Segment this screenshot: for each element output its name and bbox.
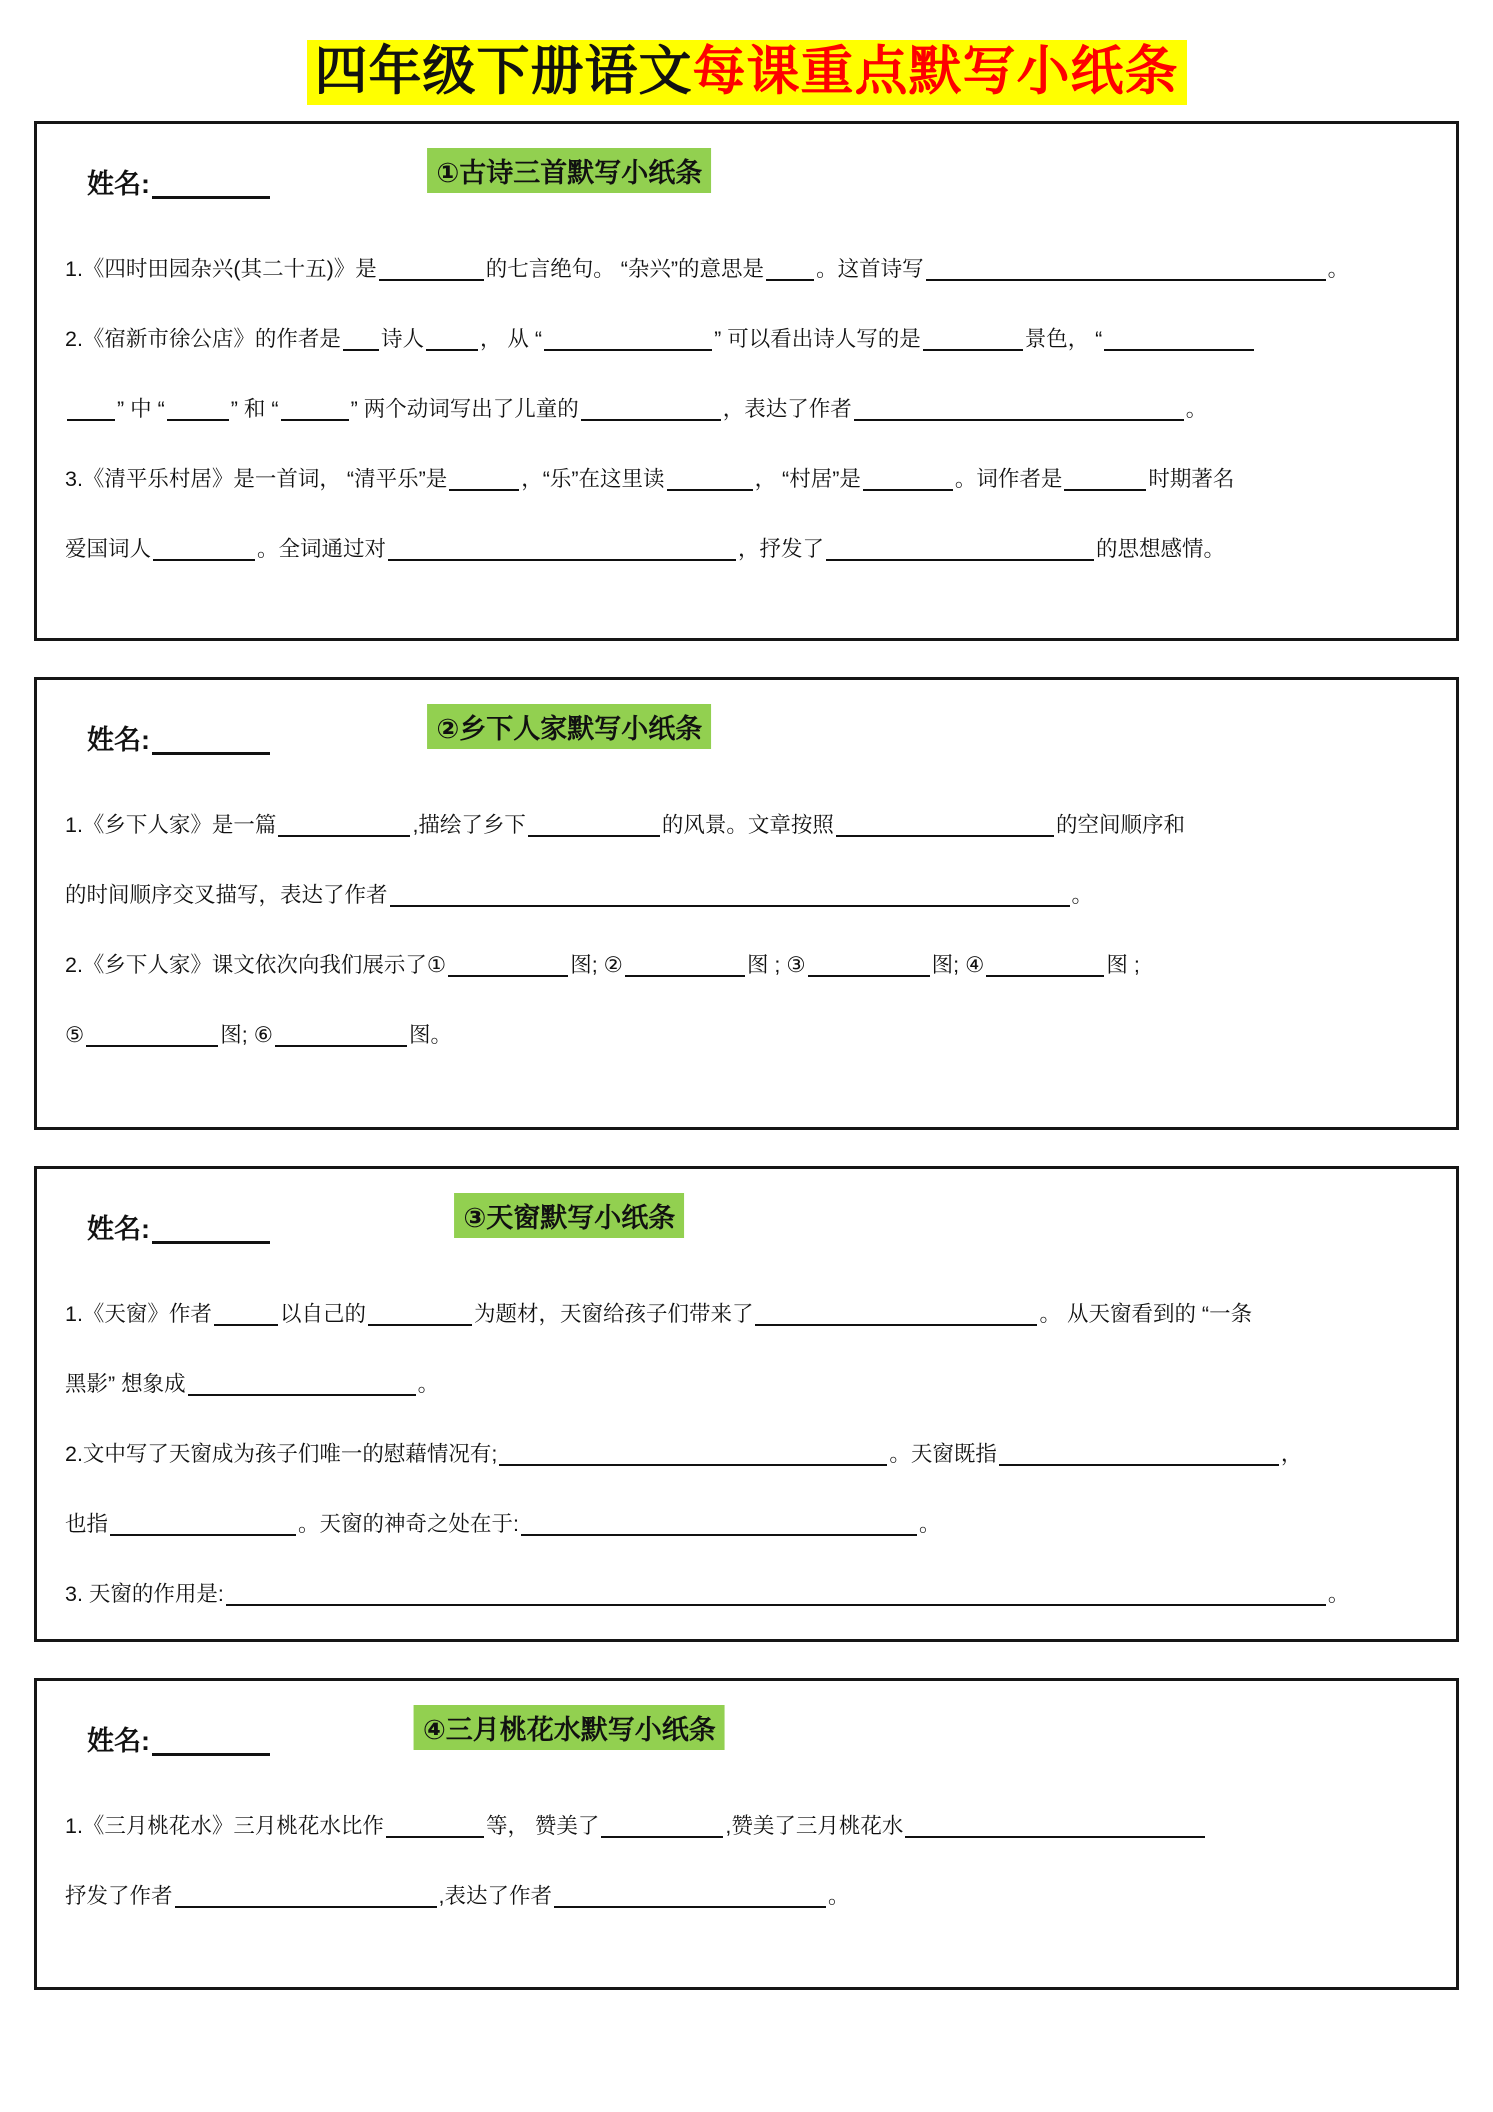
fill-in-blank: [281, 397, 349, 421]
page-header: [0, 0, 1493, 105]
question-text: 1.《乡下人家》是一篇: [65, 812, 277, 837]
fill-in-blank: [854, 397, 1184, 421]
question-text: 也指: [65, 1511, 109, 1536]
questions: [65, 1811, 1428, 1911]
question-text: ，表达了作者: [722, 396, 852, 421]
question-text: 1.《四时田园杂兴(其二十五)》是: [65, 256, 377, 281]
question-text: 。: [828, 1883, 850, 1908]
name-label: 姓名:: [87, 1725, 150, 1756]
question-text: 1.《三月桃花水》三月桃花水比作: [65, 1813, 384, 1838]
fill-in-blank: [153, 537, 255, 561]
worksheet-section: [34, 1678, 1459, 1990]
fill-in-blank: [426, 327, 478, 351]
question-text: ，“乐”在这里读: [521, 466, 665, 491]
name-blank-line: [152, 169, 270, 199]
section-title: ②乡下人家默写小纸条: [427, 704, 711, 749]
question-line: [65, 534, 1428, 564]
question-text: 黑影” 想象成: [65, 1371, 186, 1396]
fill-in-blank: [226, 1582, 1326, 1606]
fill-in-blank: [386, 1814, 484, 1838]
name-label: 姓名:: [87, 724, 150, 755]
question-text: 以自己的: [279, 1301, 366, 1326]
fill-in-blank: [86, 1023, 218, 1047]
question-text: 的思想感情。: [1096, 536, 1226, 561]
question-text: 3. 天窗的作用是:: [65, 1581, 224, 1606]
question-text: 诗人: [380, 326, 424, 351]
question-line: [65, 394, 1428, 424]
fill-in-blank: [986, 953, 1104, 977]
fill-in-blank: [601, 1814, 723, 1838]
section-header: [65, 1191, 1428, 1259]
question-line: [65, 1579, 1428, 1609]
question-text: 。: [1327, 1581, 1350, 1606]
fill-in-blank: [499, 1442, 887, 1466]
name-label: 姓名:: [87, 1213, 150, 1244]
question-text: ⑤: [65, 1022, 85, 1047]
fill-in-blank: [449, 467, 519, 491]
question-text: 2.文中写了天窗成为孩子们唯一的慰藉情况有;: [65, 1441, 498, 1466]
question-text: 图 ; ③: [746, 952, 806, 977]
question-text: ” 两个动词写出了儿童的: [350, 396, 579, 421]
fill-in-blank: [667, 467, 753, 491]
question-text: 。: [1327, 256, 1350, 281]
fill-in-blank: [999, 1442, 1279, 1466]
section-title: ④三月桃花水默写小纸条: [414, 1705, 725, 1750]
name-field: [87, 1207, 270, 1246]
fill-in-blank: [448, 953, 568, 977]
question-text: ” 可以看出诗人写的是: [714, 326, 921, 351]
question-text: ， 从 “: [479, 326, 543, 351]
question-text: 2.《乡下人家》课文依次向我们展示了①: [65, 952, 447, 977]
question-text: 图; ⑥: [220, 1022, 274, 1047]
question-line: [65, 1509, 1428, 1539]
fill-in-blank: [766, 257, 814, 281]
worksheet-section: [34, 1166, 1459, 1642]
question-line: [65, 950, 1428, 980]
fill-in-blank: [379, 257, 484, 281]
fill-in-blank: [275, 1023, 407, 1047]
name-blank-line: [152, 1214, 270, 1244]
question-text: 。: [919, 1511, 941, 1536]
question-text: 图 ;: [1106, 952, 1140, 977]
question-text: 的风景。文章按照: [661, 812, 834, 837]
section-title: ③天窗默写小纸条: [454, 1193, 684, 1238]
fill-in-blank: [343, 327, 379, 351]
question-text: 时期著名: [1148, 466, 1235, 491]
fill-in-blank: [521, 1512, 917, 1536]
question-text: 图; ②: [570, 952, 623, 977]
name-field: [87, 718, 270, 757]
question-text: 1.《天窗》作者: [65, 1301, 212, 1326]
question-line: [65, 1369, 1428, 1399]
fill-in-blank: [808, 953, 930, 977]
section-header: [65, 146, 1428, 214]
name-label: 姓名:: [87, 168, 150, 199]
question-text: 。 从天窗看到的 “一条: [1039, 1301, 1253, 1326]
worksheet-section: [34, 121, 1459, 641]
question-text: 的空间顺序和: [1055, 812, 1185, 837]
question-text: 抒发了作者: [65, 1883, 173, 1908]
section-header: [65, 1703, 1428, 1771]
question-text: ” 和 “: [230, 396, 279, 421]
fill-in-blank: [863, 467, 953, 491]
fill-in-blank: [390, 883, 1070, 907]
fill-in-blank: [625, 953, 745, 977]
fill-in-blank: [388, 537, 736, 561]
fill-in-blank: [544, 327, 712, 351]
fill-in-blank: [905, 1814, 1205, 1838]
worksheet-sections: [34, 121, 1459, 1990]
name-blank-line: [152, 725, 270, 755]
question-text: 的时间顺序交叉描写，表达了作者: [65, 882, 388, 907]
questions: [65, 1299, 1428, 1609]
question-text: 。: [417, 1371, 440, 1396]
fill-in-blank: [826, 537, 1094, 561]
fill-in-blank: [926, 257, 1326, 281]
question-line: [65, 254, 1428, 284]
fill-in-blank: [368, 1302, 472, 1326]
fill-in-blank: [1104, 327, 1254, 351]
question-text: 。全词通过对: [257, 536, 387, 561]
question-text: 2.《宿新市徐公店》的作者是: [65, 326, 341, 351]
question-text: ,赞美了三月桃花水: [725, 1813, 904, 1838]
fill-in-blank: [554, 1884, 826, 1908]
question-line: [65, 324, 1428, 354]
question-text: ，: [1280, 1441, 1303, 1466]
fill-in-blank: [755, 1302, 1037, 1326]
question-text: 。: [1185, 396, 1208, 421]
question-line: [65, 1020, 1428, 1050]
question-text: ,描绘了乡下: [412, 812, 526, 837]
question-text: 的七言绝句。 “杂兴”的意思是: [485, 256, 765, 281]
question-text: 景色， “: [1024, 326, 1103, 351]
section-header: [65, 702, 1428, 770]
fill-in-blank: [581, 397, 721, 421]
question-line: [65, 1299, 1428, 1329]
question-text: 。: [1071, 882, 1094, 907]
question-text: 。词作者是: [954, 466, 1063, 491]
question-text: ， “村居”是: [754, 466, 861, 491]
question-text: 。天窗的神奇之处在于:: [298, 1511, 519, 1536]
question-text: 。这首诗写: [816, 256, 924, 281]
worksheet-section: [34, 677, 1459, 1130]
question-line: [65, 464, 1428, 494]
question-text: 图; ④: [931, 952, 985, 977]
fill-in-blank: [188, 1372, 416, 1396]
fill-in-blank: [214, 1302, 278, 1326]
page-title-black-part: 四年级下册语文: [314, 42, 693, 101]
question-text: 。天窗既指: [889, 1441, 997, 1466]
question-text: ,表达了作者: [438, 1883, 552, 1908]
question-text: 为题材，天窗给孩子们带来了: [473, 1301, 754, 1326]
name-field: [87, 162, 270, 201]
question-line: [65, 1439, 1428, 1469]
page-title: [307, 40, 1187, 105]
questions: [65, 254, 1428, 564]
page-title-red-part: 每课重点默写小纸条: [692, 42, 1179, 101]
question-line: [65, 880, 1428, 910]
question-line: [65, 810, 1428, 840]
fill-in-blank: [167, 397, 229, 421]
question-line: [65, 1881, 1428, 1911]
fill-in-blank: [923, 327, 1023, 351]
fill-in-blank: [1064, 467, 1146, 491]
fill-in-blank: [110, 1512, 296, 1536]
question-text: 爱国词人: [65, 536, 152, 561]
questions: [65, 810, 1428, 1050]
fill-in-blank: [175, 1884, 437, 1908]
question-text: ” 中 “: [117, 396, 165, 421]
question-line: [65, 1811, 1428, 1841]
fill-in-blank: [278, 813, 410, 837]
name-field: [87, 1719, 270, 1758]
fill-in-blank: [836, 813, 1054, 837]
name-blank-line: [152, 1726, 270, 1756]
question-text: 等， 赞美了: [485, 1813, 600, 1838]
fill-in-blank: [528, 813, 660, 837]
question-text: 图。: [409, 1022, 453, 1047]
section-title: ①古诗三首默写小纸条: [427, 148, 711, 193]
fill-in-blank: [67, 397, 115, 421]
question-text: 3.《清平乐村居》是一首词， “清平乐”是: [65, 466, 448, 491]
question-text: ，抒发了: [738, 536, 825, 561]
